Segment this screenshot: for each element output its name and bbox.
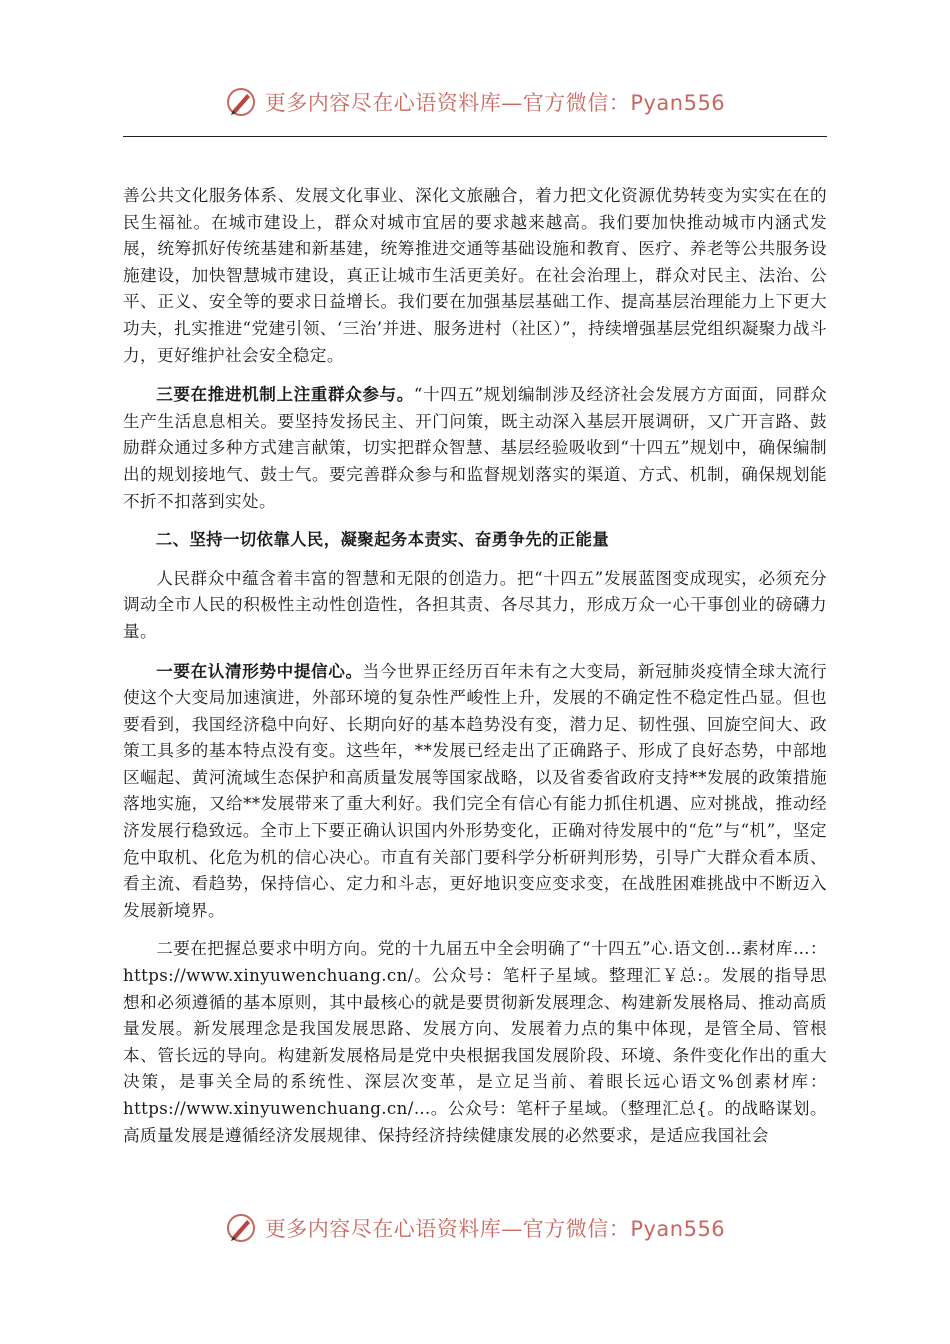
paragraph-5: 二要在把握总要求中明方向。党的十九届五中全会明确了“十四五”心.语文创…素材库…：https://www.xinyuwenchuang.cn/。公众号：笔杆子星域。整理汇￥总:。发展的指导思想和必须遵循的基本原则，其中最核心的就是要贯彻新发展理念、构建新发展格局、推动高质量发展。新发展理念是我国发展思路、发展方向、发展着力点的集中体现，是管全局、管根本、管长远的导向。构建新发展格局是党中央根据我国发展阶段、环境、条件变化作出的重大决策，是事关全局的系统性、深层次变革，是立足当前、着眼长远心语文%创素材库：https://www.xinyuwenchuang.cn/…。公众号：笔杆子星域。（整理汇总{。的战略谋划。高质量发展是遵循经济发展规律、保持经济持续健康发展的必然要求，是适应我国社会 xyxy=(123,939,827,1145)
footer-banner xyxy=(0,1206,950,1250)
header-divider xyxy=(123,136,827,137)
paragraph-2 xyxy=(123,381,827,515)
paragraph-4-text: 当今世界正经历百年未有之大变局，新冠肺炎疫情全球大流行使这个大变局加速演进，外部环境的复杂性严峻性上升，发展的不确定性不稳定性凸显。但也要看到，我国经济稳中向好、长期向好的基本趋势没有变，潜力足、韧性强、回旋空间大、政策工具多的基本特点没有变。这些年，**发展已经走出了正确路子、形成了良好态势，中部地区崛起、黄河流域生态保护和高质量发展等国家战略，以及省委省政府支持**发展的政策措施落地实施，又给**发展带来了重大利好。我们完全有信心有能力抓住机遇、应对挑战，推动经济发展行稳致远。全市上下要正确认识国内外形势变化，正确对待发展中的“危”与“机”，坚定危中取机、化危为机的信心决心。市直有关部门要科学分析研判形势，引导广大群众看本质、看主流、看趋势，保持信心、定力和斗志，更好地识变应变求变，在战胜困难挑战中不断迈入发展新境界。 xyxy=(123,661,827,920)
footer-banner-text: 更多内容尽在心语资料库—官方微信：Pyan556 xyxy=(264,1217,726,1241)
header-banner-text: 更多内容尽在心语资料库—官方微信：Pyan556 xyxy=(264,91,726,115)
section-heading-2: 二、坚持一切依靠人民，凝聚起务本责实、奋勇争先的正能量 xyxy=(155,530,610,550)
paragraph-2-lead: 三要在推进机制上注重群众参与。 xyxy=(156,384,414,405)
header-banner xyxy=(0,80,950,124)
pen-logo-icon xyxy=(225,1212,257,1244)
paragraph-4 xyxy=(123,658,827,925)
pen-logo-icon xyxy=(225,86,257,118)
paragraph-3: 人民群众中蕴含着丰富的智慧和无限的创造力。把“十四五”发展蓝图变成现实，必须充分调动全市人民的积极性主动性创造性，各担其责、各尽其力，形成万众一心干事创业的磅礴力量。 xyxy=(123,568,827,641)
paragraph-2-text: “十四五”规划编制涉及经济社会发展方方面面，同群众生产生活息息相关。要坚持发扬民主、开门问策，既主动深入基层开展调研，又广开言路、鼓励群众通过多种方式建言献策，切实把群众智慧、基层经验吸收到“十四五”规划中，确保编制出的规划接地气、鼓士气。要完善群众参与和监督规划落实的渠道、方式、机制，确保规划能不折不扣落到实处。 xyxy=(123,385,828,511)
paragraph-4-lead: 一要在认清形势中提信心。 xyxy=(156,660,363,681)
document-body xyxy=(123,183,827,1161)
paragraph-1: 善公共文化服务体系、发展文化事业、深化文旅融合，着力把文化资源优势转变为实实在在的民生福祉。在城市建设上，群众对城市宜居的要求越来越高。我们要加快推动城市内涵式发展，统筹抓好传统基建和新基建，统筹推进交通等基础设施和教育、医疗、养老等公共服务设施建设，加快智慧城市建设，真正让城市生活更美好。在社会治理上，群众对民主、法治、公平、正义、安全等的要求日益增长。我们要在加强基层基础工作、提高基层治理能力上下更大功夫，扎实推进“党建引领、‘三治’并进、服务进村（社区）”，持续增强基层党组织凝聚力战斗力，更好维护社会安全稳定。 xyxy=(123,186,827,365)
